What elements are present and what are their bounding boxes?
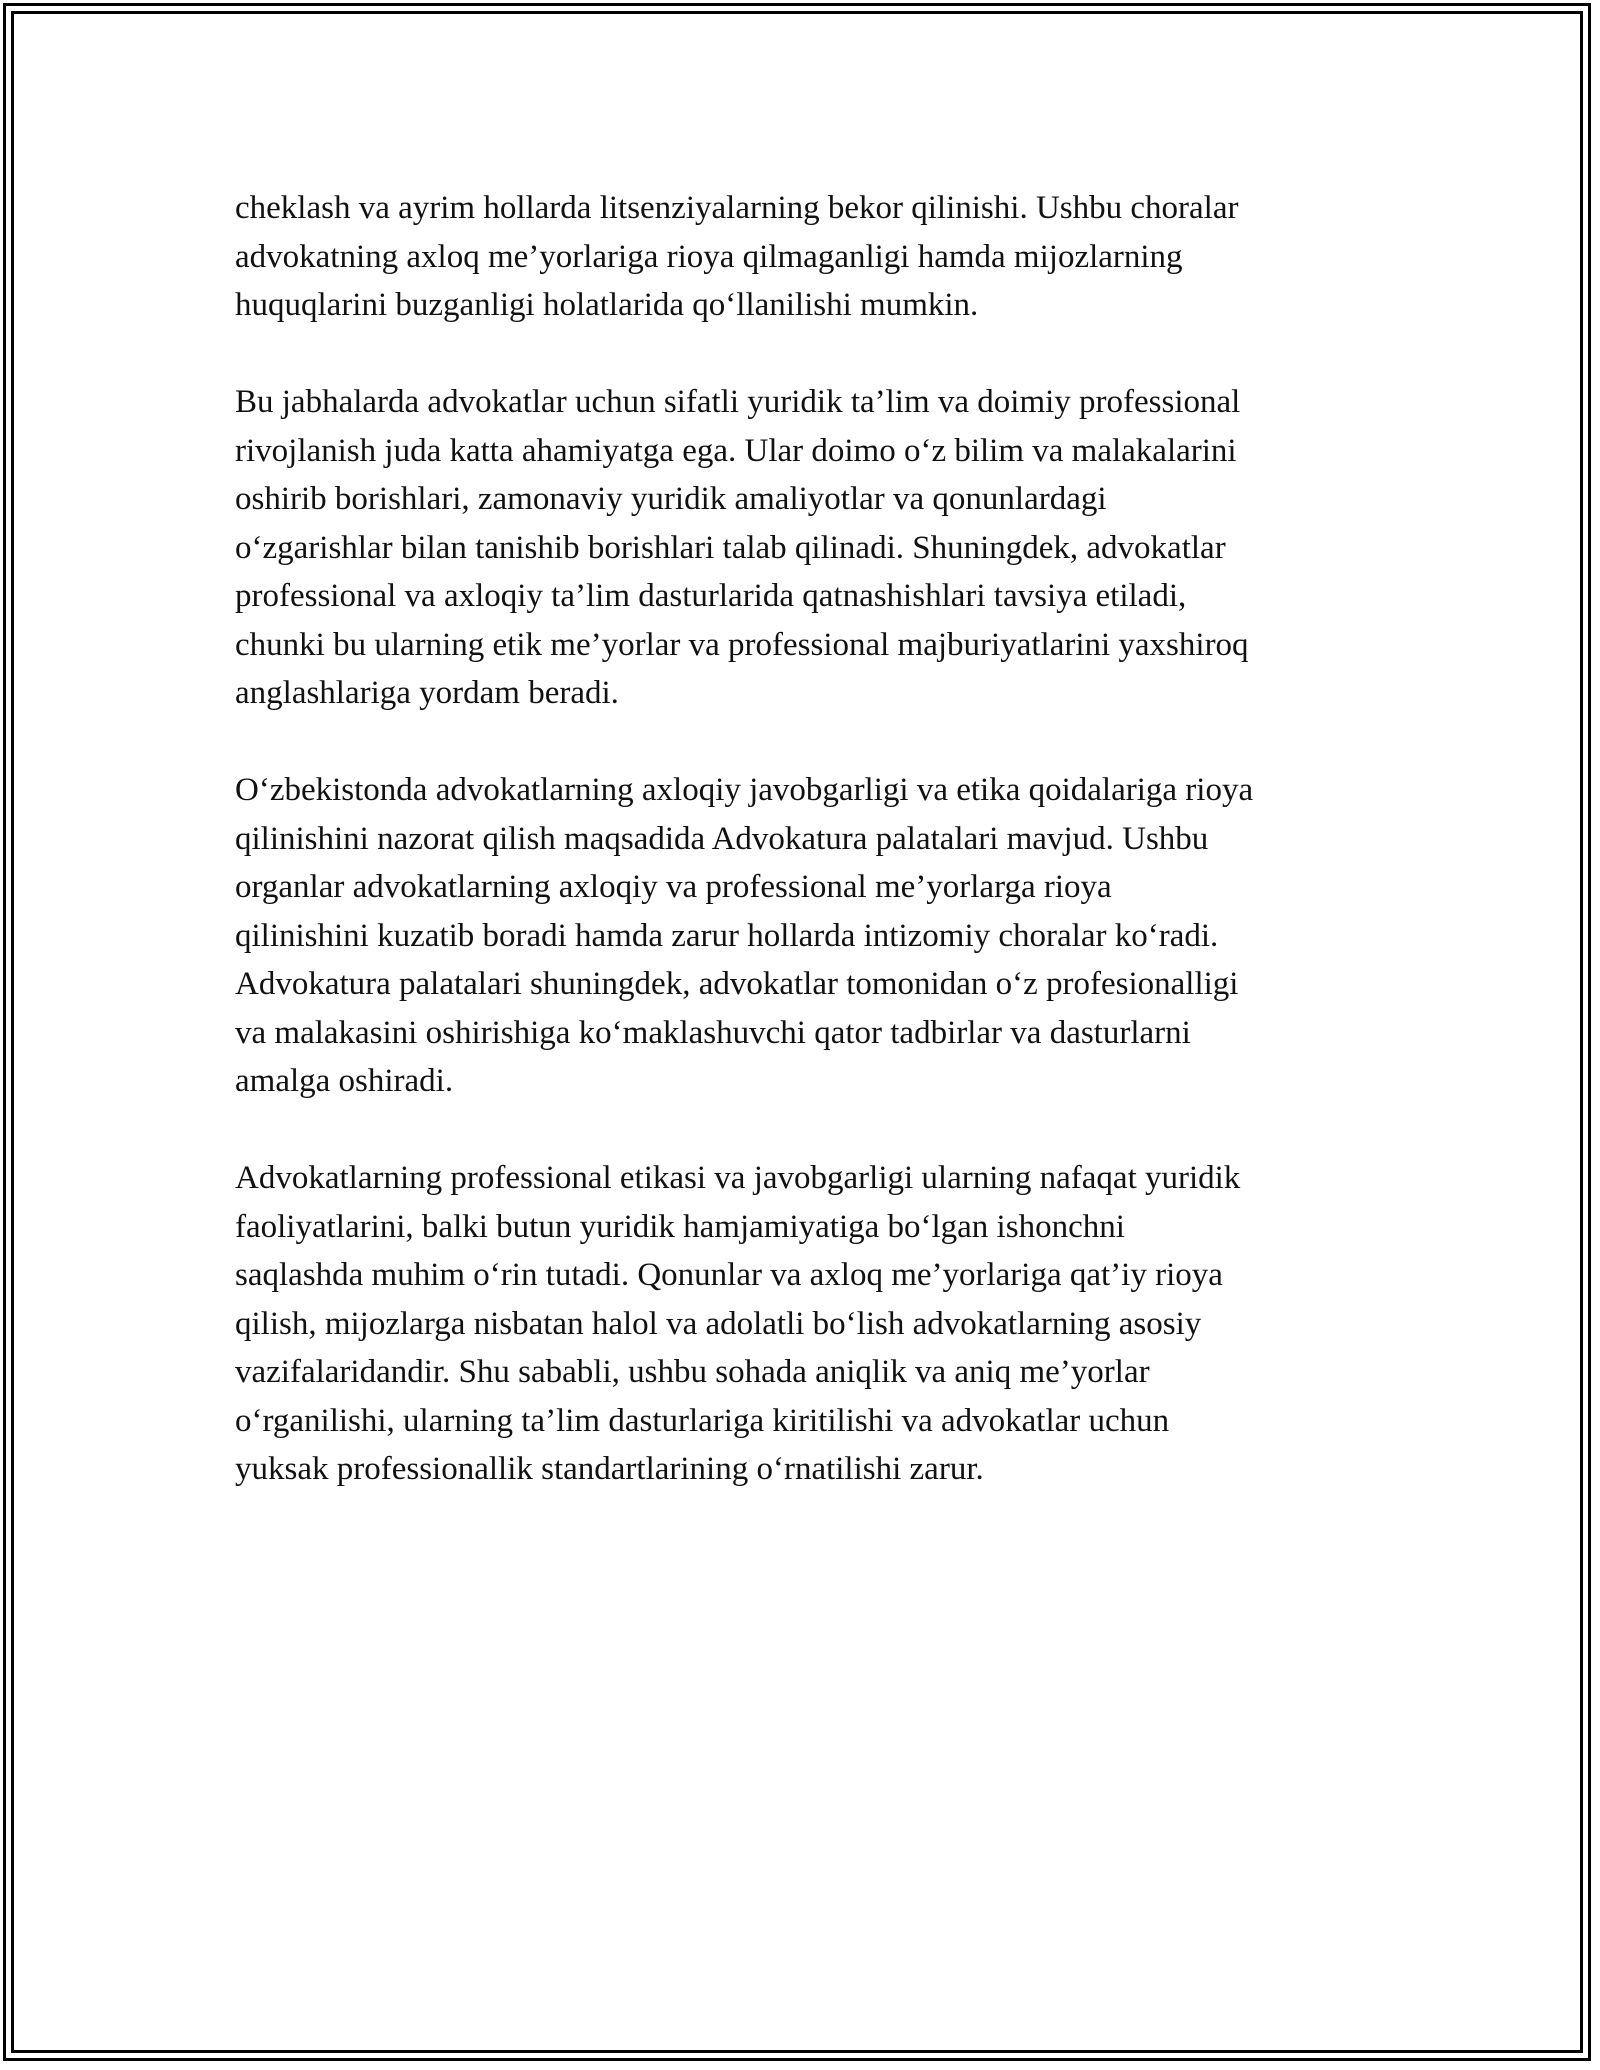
text-line: yuksak professionallik standartlarining o‘rnatilishi zarur. [235, 1451, 984, 1487]
text-line: advokatning axloq me’yorlariga rioya qilmaganligi hamda mijozlarning [235, 238, 1183, 275]
text-line: vazifalaridandir. Shu sababli, ushbu sohada aniqlik va aniq me’yorlar [235, 1354, 1150, 1390]
text-line: organlar advokatlarning axloqiy va professional me’yorlarga rioya [235, 869, 1112, 905]
text-line: saqlashda muhim o‘rin tutadi. Qonunlar va axloq me’yorlariga qat’iy rioya [235, 1257, 1223, 1293]
text-line: rivojlanish juda katta ahamiyatga ega. Ular doimo o‘z bilim va malakalarini [235, 432, 1237, 469]
text-line: faoliyatlarini, balki butun yuridik hamjamiyatiga bo‘lgan ishonchni [235, 1208, 1125, 1245]
paragraph-4 [235, 1154, 1385, 1494]
text-line: anglashlariga yordam beradi. [235, 675, 619, 711]
text-line: Bu jabhalarda advokatlar uchun sifatli yuridik ta’lim va doimiy professional [235, 384, 1241, 420]
text-line: O‘zbekistonda advokatlarning axloqiy javobgarligi va etika qoidalariga rioya [235, 772, 1254, 808]
paragraph-3 [235, 766, 1385, 1106]
text-line: qilinishini kuzatib boradi hamda zarur hollarda intizomiy choralar ko‘radi. [235, 917, 1219, 954]
text-line: Advokatlarning professional etikasi va javobgarligi ularning nafaqat yuridik [235, 1160, 1241, 1196]
text-line: oshirib borishlari, zamonaviy yuridik amaliyotlar va qonunlardagi [235, 481, 1107, 517]
text-line: chunki bu ularning etik me’yorlar va professional majburiyatlarini yaxshiroq [235, 626, 1249, 663]
document-body [235, 184, 1385, 1542]
text-line: professional va axloqiy ta’lim dasturlarida qatnashishlari tavsiya etiladi, [235, 578, 1187, 614]
text-line: huquqlarini buzganligi holatlarida qo‘llanilishi mumkin. [235, 287, 979, 323]
text-line: Advokatura palatalari shuningdek, advokatlar tomonidan o‘z profesionalligi [235, 966, 1239, 1002]
text-line: va malakasini oshirishiga ko‘maklashuvchi qator tadbirlar va dasturlarni [235, 1014, 1191, 1051]
text-line: o‘rganilishi, ularning ta’lim dasturlariga kiritilishi va advokatlar uchun [235, 1402, 1170, 1439]
text-line: qilinishini nazorat qilish maqsadida Advokatura palatalari mavjud. Ushbu [235, 820, 1209, 857]
text-line: amalga oshiradi. [235, 1063, 454, 1099]
text-line: qilish, mijozlarga nisbatan halol va adolatli bo‘lish advokatlarning asosiy [235, 1305, 1202, 1342]
text-line: cheklash va ayrim hollarda litsenziyalarning bekor qilinishi. Ushbu choralar [235, 190, 1239, 226]
paragraph-1 [235, 184, 1385, 330]
text-line: o‘zgarishlar bilan tanishib borishlari talab qilinadi. Shuningdek, advokatlar [235, 529, 1226, 566]
paragraph-2 [235, 378, 1385, 718]
